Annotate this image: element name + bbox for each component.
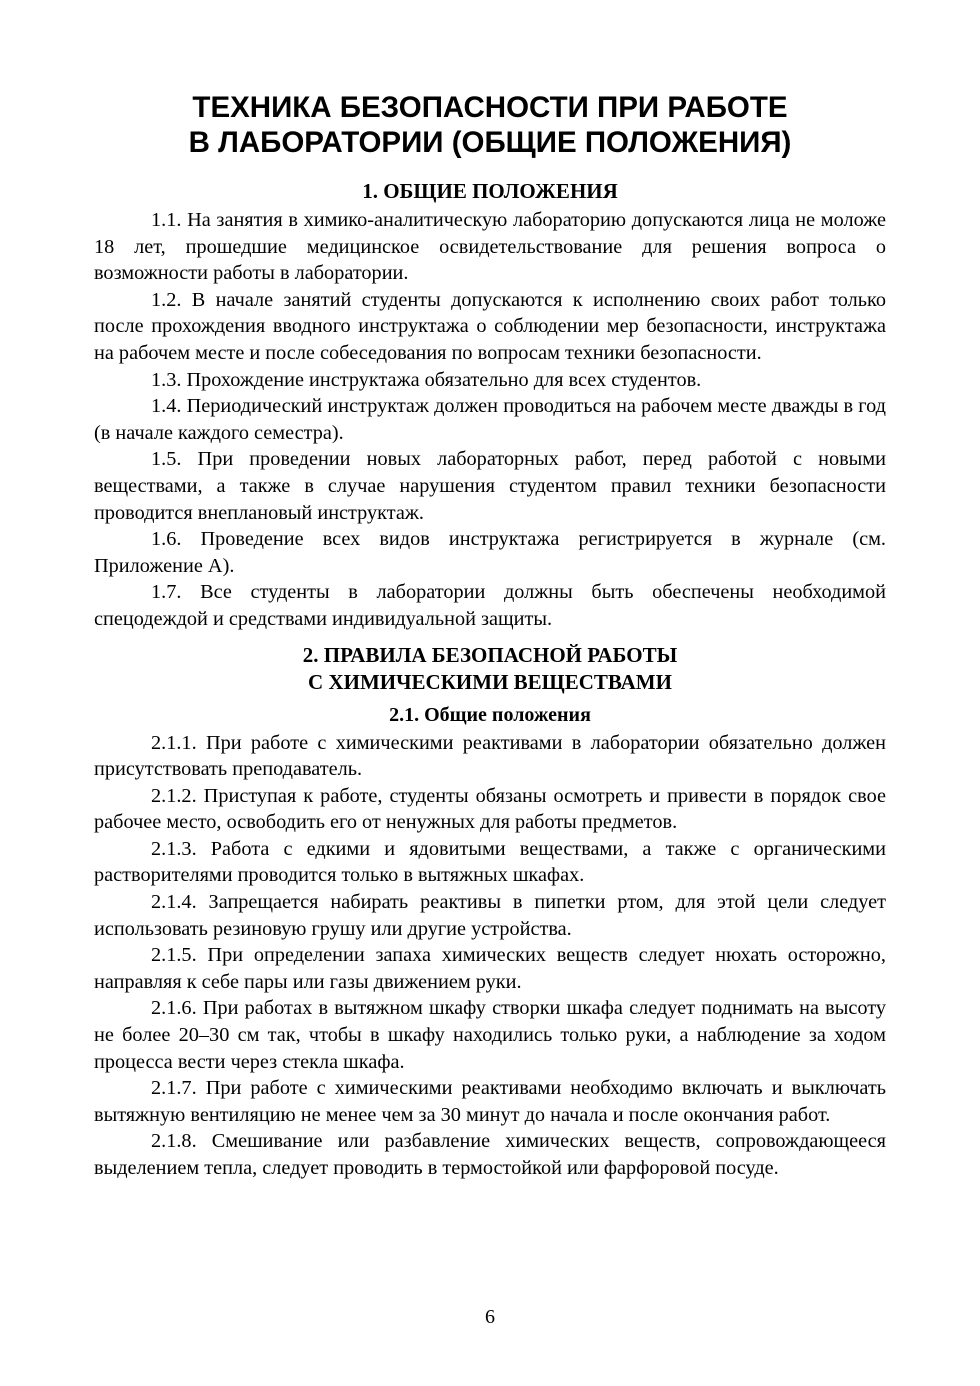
section-1-body bbox=[94, 207, 886, 633]
section-2-heading-line2: С ХИМИЧЕСКИМИ ВЕЩЕСТВАМИ bbox=[308, 669, 672, 694]
document-title bbox=[94, 88, 886, 160]
paragraph-2-1-4: 2.1.4. Запрещается набирать реактивы в пипетки ртом, для этой цели следует использовать резиновую грушу или другие устройства. bbox=[94, 891, 886, 940]
paragraph-2-1-7: 2.1.7. При работе с химическими реактивами необходимо включать и выключать вытяжную вентиляцию не менее чем за 30 минут до начала и после окончания работ. bbox=[94, 1077, 886, 1126]
section-2-heading bbox=[94, 642, 886, 696]
paragraph-2-1-8: 2.1.8. Смешивание или разбавление химических веществ, сопровождающееся выделением тепла, следует проводить в термостойкой или фарфоровой посуде. bbox=[94, 1130, 886, 1179]
document-page bbox=[94, 88, 886, 1182]
section-1-heading: 1. ОБЩИЕ ПОЛОЖЕНИЯ bbox=[362, 179, 618, 203]
paragraph-1-4: 1.4. Периодический инструктаж должен проводиться на рабочем месте дважды в год (в начале каждого семестра). bbox=[94, 395, 886, 444]
paragraph-2-1-3: 2.1.3. Работа с едкими и ядовитыми веществами, а также с органическими растворителями проводится только в вытяжных шкафах. bbox=[94, 837, 886, 887]
subsection-2-1-body bbox=[94, 730, 886, 1182]
paragraph-2-1-5: 2.1.5. При определении запаха химических веществ следует нюхать осторожно, направляя к себе пары или газы движением руки. bbox=[94, 944, 886, 993]
paragraph-1-2: 1.2. В начале занятий студенты допускаются к исполнению своих работ только после прохождения вводного инструктажа о соблюдении мер безопасности, инструктажа на рабочем месте и после собеседования по вопросам техники безопасности. bbox=[94, 288, 886, 364]
paragraph-1-7: 1.7. Все студенты в лаборатории должны быть обеспечены необходимой спецодеждой и средствами индивидуальной защиты. bbox=[94, 581, 886, 630]
paragraph-2-1-2: 2.1.2. Приступая к работе, студенты обязаны осмотреть и привести в порядок свое рабочее место, освободить его от ненужных для работы предметов. bbox=[94, 784, 886, 834]
paragraph-1-3: 1.3. Прохождение инструктажа обязательно для всех студентов. bbox=[151, 368, 702, 391]
document-title-line2: В ЛАБОРАТОРИИ (ОБЩИЕ ПОЛОЖЕНИЯ) bbox=[188, 126, 792, 159]
paragraph-1-5: 1.5. При проведении новых лабораторных работ, перед работой с новыми веществами, а также в случае нарушения студентом правил техники безопасности проводится внеплановый инструктаж. bbox=[94, 448, 886, 524]
page-number: 6 bbox=[485, 1306, 495, 1328]
paragraph-1-1: 1.1. На занятия в химико-аналитическую лабораторию допускаются лица не моложе 18 лет, прошедшие медицинское освидетельствование для решения вопроса о возможности работы в лаборатории. bbox=[94, 209, 886, 285]
section-2-heading-line1: 2. ПРАВИЛА БЕЗОПАСНОЙ РАБОТЫ bbox=[302, 642, 678, 667]
paragraph-2-1-6: 2.1.6. При работах в вытяжном шкафу створки шкафа следует поднимать на высоту не более 20–30 см так, чтобы в шкафу находились только руки, а наблюдение за ходом процесса вести через стекла шкафа. bbox=[94, 997, 886, 1073]
subsection-2-1-heading: 2.1. Общие положения bbox=[389, 703, 591, 726]
paragraph-1-6: 1.6. Проведение всех видов инструктажа регистрируется в журнале (см. Приложение А). bbox=[94, 528, 886, 577]
paragraph-2-1-1: 2.1.1. При работе с химическими реактивами в лаборатории обязательно должен присутствовать преподаватель. bbox=[94, 731, 886, 781]
document-title-line1: ТЕХНИКА БЕЗОПАСНОСТИ ПРИ РАБОТЕ bbox=[192, 91, 788, 124]
